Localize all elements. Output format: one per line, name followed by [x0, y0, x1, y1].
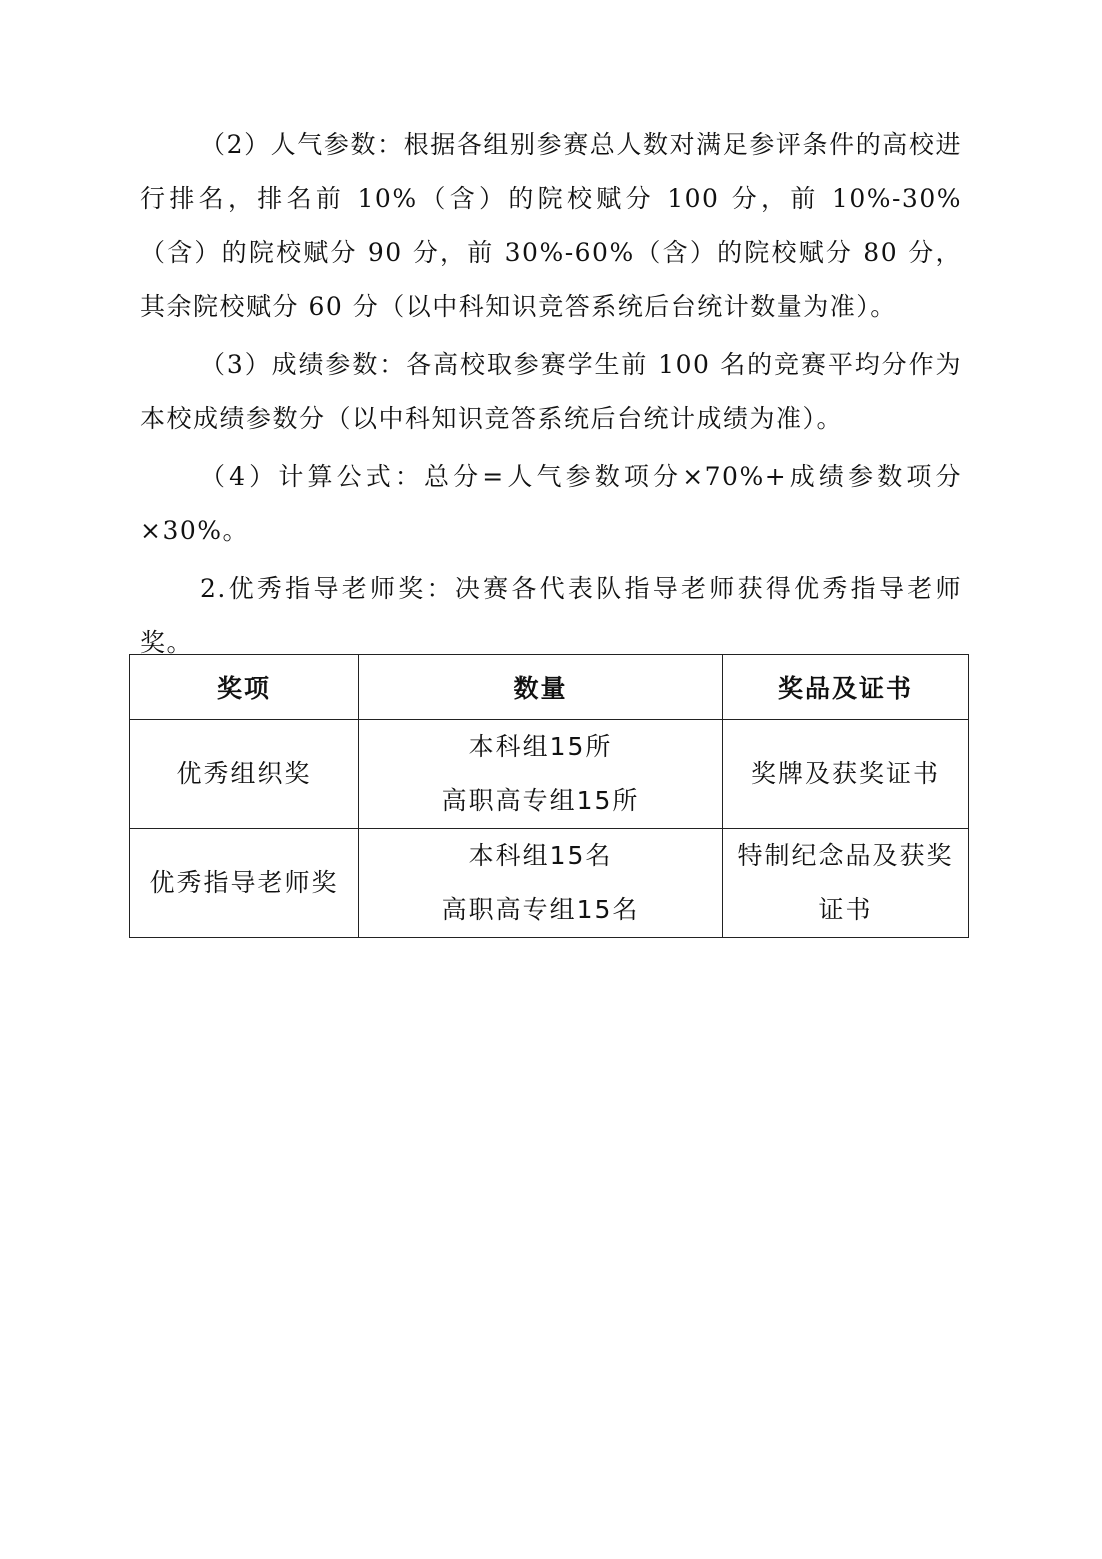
quantity-line: 本科组15所	[468, 732, 613, 761]
table-header-row	[130, 655, 969, 720]
paragraph-formula: （4）计算公式：总分=人气参数项分×70%+成绩参数项分×30%。	[140, 462, 962, 545]
header-quantity: 数量	[359, 655, 723, 720]
document-body	[140, 118, 962, 670]
award-name-cell: 优秀组织奖	[130, 720, 359, 829]
table-row	[130, 829, 969, 938]
prize-cell	[723, 720, 969, 829]
table-row	[130, 720, 969, 829]
quantity-cell	[359, 829, 723, 938]
quantity-line: 高职高专组15名	[441, 895, 640, 924]
header-award: 奖项	[130, 655, 359, 720]
prize-cell	[723, 829, 969, 938]
prize-line: 特制纪念品及获奖	[737, 841, 954, 870]
award-name-cell: 优秀指导老师奖	[130, 829, 359, 938]
paragraph-popularity-parameter: （2）人气参数：根据各组别参赛总人数对满足参评条件的高校进行排名，排名前 10%（含）的院校赋分 100 分，前 10%-30%（含）的院校赋分 90 分，前 30%-60%（含）的院校赋分 80 分，其余院校赋分 60 分（以中科知识竞答系统后台统计数量为准）。	[140, 130, 962, 321]
quantity-cell	[359, 720, 723, 829]
prize-line: 奖牌及获奖证书	[750, 759, 940, 788]
paragraph-teacher-award: 2.优秀指导老师奖：决赛各代表队指导老师获得优秀指导老师奖。	[140, 574, 962, 657]
quantity-line: 本科组15名	[468, 841, 613, 870]
paragraph-score-parameter: （3）成绩参数：各高校取参赛学生前 100 名的竞赛平均分作为本校成绩参数分（以中科知识竞答系统后台统计成绩为准）。	[140, 350, 962, 433]
quantity-line: 高职高专组15所	[441, 786, 640, 815]
prize-line: 证书	[818, 895, 873, 924]
award-table	[129, 654, 969, 938]
header-prize: 奖品及证书	[723, 655, 969, 720]
